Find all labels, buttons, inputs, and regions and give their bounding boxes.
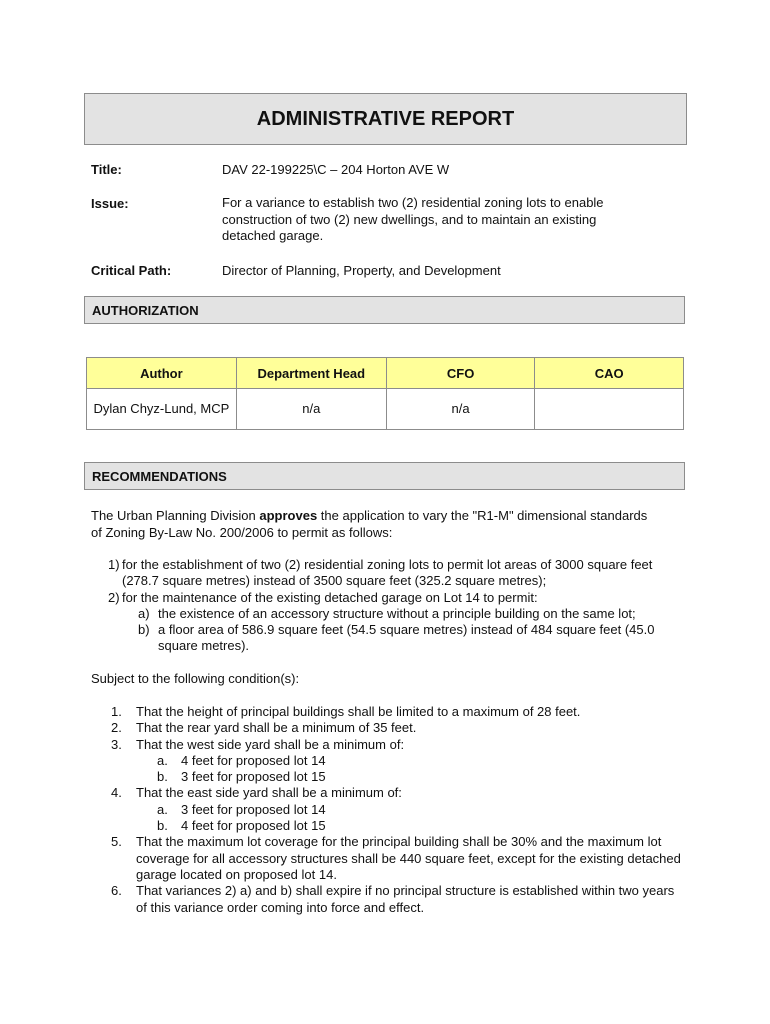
- critical-path-label: Critical Path:: [91, 263, 172, 278]
- authorization-heading: AUTHORIZATION: [84, 296, 685, 324]
- department-head-cell: n/a: [236, 389, 386, 430]
- condition-number: 3.: [111, 736, 122, 752]
- condition-number: 2.: [111, 720, 122, 736]
- authorization-header-row: [87, 358, 684, 389]
- condition-sub-letter: b.: [157, 818, 168, 834]
- condition-text: That the height of principal buildings shall be limited to a maximum of 28 feet.: [136, 704, 581, 719]
- condition-number: 4.: [111, 785, 122, 801]
- condition-text: That the maximum lot coverage for the principal building shall be 30% and the maximum lot coverage for all accessory structures shall be 440 square feet, except for the existing detached garage located on proposed lot 14.: [136, 834, 681, 882]
- condition-sub-item: [111, 818, 681, 834]
- issue-label: Issue:: [91, 196, 129, 211]
- item-number: 2): [108, 589, 120, 605]
- condition-item: [111, 834, 681, 883]
- condition-text: That variances 2) a) and b) shall expire if no principal structure is established within two years of this variance order coming into force and effect.: [136, 883, 675, 915]
- issue-value: For a variance to establish two (2) residential zoning lots to enable construction of two (2) new dwellings, and to maintain an existing detached garage.: [222, 195, 604, 243]
- sub-item-letter: b): [138, 622, 150, 638]
- condition-number: 1.: [111, 704, 122, 719]
- item-number: 1): [108, 557, 120, 572]
- col-cfo: CFO: [386, 358, 535, 389]
- intro-approves: approves: [259, 508, 318, 523]
- condition-text: That the east side yard shall be a minimum of:: [136, 785, 402, 801]
- condition-sub-letter: b.: [157, 769, 168, 785]
- authorization-row: [87, 389, 684, 430]
- condition-sub-item: [111, 753, 681, 769]
- critical-path-value: Director of Planning, Property, and Development: [222, 263, 501, 278]
- condition-number: 6.: [111, 883, 122, 899]
- variance-list: [108, 557, 678, 655]
- author-cell: Dylan Chyz-Lund, MCP: [87, 389, 237, 430]
- condition-sub-letter: a.: [157, 801, 168, 817]
- title-label: Title:: [91, 162, 122, 177]
- condition-sub-text: 3 feet for proposed lot 15: [181, 769, 326, 785]
- report-title: ADMINISTRATIVE REPORT: [84, 93, 687, 145]
- intro-text-end: the application to vary the "R1-M" dimensional standards of Zoning By-Law No. 200/2006 to permit as follows:: [91, 508, 648, 540]
- condition-sub-text: 4 feet for proposed lot 14: [181, 752, 326, 768]
- condition-sub-text: 3 feet for proposed lot 14: [181, 801, 326, 817]
- cao-cell: [535, 389, 684, 430]
- condition-sub-letter: a.: [157, 752, 168, 768]
- condition-item: [111, 785, 681, 801]
- condition-text: That the west side yard shall be a minimum of:: [136, 736, 405, 752]
- sub-list-item: [108, 622, 678, 655]
- condition-sub-text: 4 feet for proposed lot 15: [181, 818, 326, 834]
- authorization-table: [86, 357, 684, 430]
- sub-list-item: [108, 606, 678, 622]
- item-text: for the maintenance of the existing detached garage on Lot 14 to permit:: [122, 589, 538, 605]
- condition-sub-item: [111, 802, 681, 818]
- list-item: [108, 590, 678, 606]
- condition-item: [111, 737, 681, 753]
- col-author: Author: [87, 358, 237, 389]
- title-value: DAV 22-199225\C – 204 Horton AVE W: [222, 162, 450, 177]
- col-cao: CAO: [535, 358, 684, 389]
- sub-item-text: a floor area of 586.9 square feet (54.5 square metres) instead of 484 square feet (45.0 square metres).: [158, 622, 655, 654]
- sub-item-letter: a): [138, 605, 150, 621]
- condition-number: 5.: [111, 834, 122, 850]
- sub-item-text: the existence of an accessory structure without a principle building on the same lot;: [158, 605, 636, 621]
- condition-text: That the rear yard shall be a minimum of 35 feet.: [136, 720, 417, 736]
- list-item: [108, 557, 678, 590]
- recommendation-intro: [91, 508, 651, 541]
- conditions-intro: Subject to the following condition(s):: [91, 671, 300, 686]
- condition-item: [111, 720, 681, 736]
- col-department-head: Department Head: [236, 358, 386, 389]
- condition-sub-item: [111, 769, 681, 785]
- cfo-cell: n/a: [386, 389, 535, 430]
- condition-item: [111, 883, 681, 916]
- item-text: for the establishment of two (2) residential zoning lots to permit lot areas of 3000 square feet (278.7 square metres) instead of 3500 square feet (325.2 square metres);: [122, 557, 653, 589]
- condition-item: [111, 704, 681, 720]
- recommendations-heading: RECOMMENDATIONS: [84, 462, 685, 490]
- conditions-list: [111, 704, 681, 916]
- intro-text-start: The Urban Planning Division: [91, 508, 260, 523]
